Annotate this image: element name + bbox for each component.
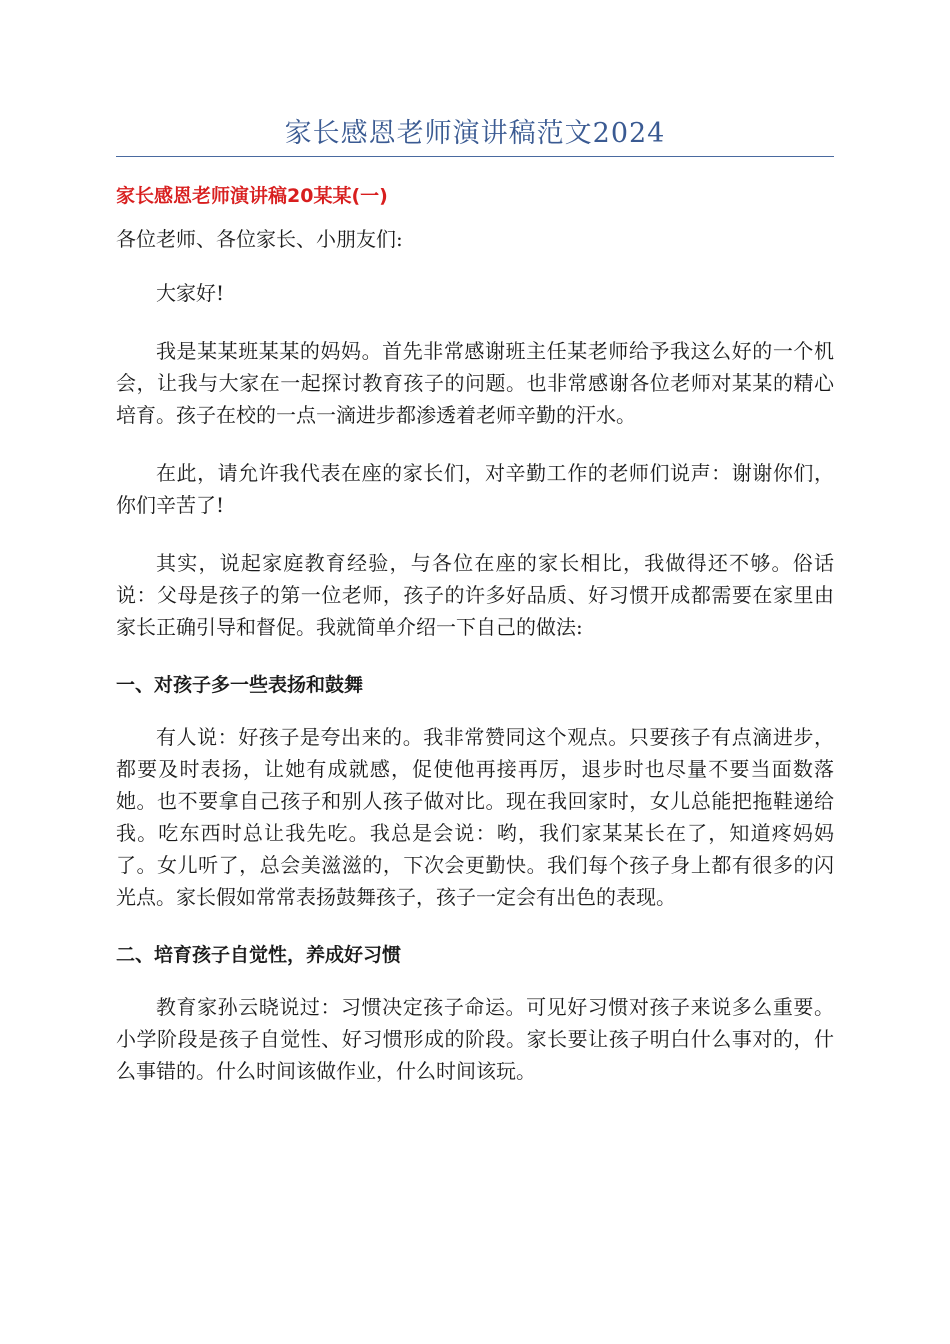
title-underline <box>116 156 834 157</box>
heading-habits: 二、培育孩子自觉性，养成好习惯 <box>116 944 402 966</box>
section-title: 家长感恩老师演讲稿20某某(一) <box>116 185 388 207</box>
document-title: 家长感恩老师演讲稿范文2024 <box>284 118 666 149</box>
body-paragraph-3: 其实，说起家庭教育经验，与各位在座的家长相比，我做得还不够。俗话说：父母是孩子的第一位老师，孩子的许多好品质、好习惯开成都需要在家里由家长正确引导和督促。我就简单介绍一下自己的做法: <box>116 551 834 639</box>
greeting-paragraph: 大家好! <box>156 281 225 305</box>
praise-paragraph: 有人说：好孩子是夸出来的。我非常赞同这个观点。只要孩子有点滴进步，都要及时表扬，让她有成就感，促使他再接再厉，退步时也尽量不要当面数落她。也不要拿自己孩子和别人孩子做对比。现在我回家时，女儿总能把拖鞋递给我。吃东西时总让我先吃。我总是会说：哟，我们家某某长在了，知道疼妈妈了。女儿听了，总会美滋滋的，下次会更勤快。我们每个孩子身上都有很多的闪光点。家长假如常常表扬鼓舞孩子，孩子一定会有出色的表现。 <box>116 725 834 909</box>
habits-paragraph: 教育家孙云晓说过：习惯决定孩子命运。可见好习惯对孩子来说多么重要。小学阶段是孩子自觉性、好习惯形成的阶段。家长要让孩子明白什么事对的，什么事错的。什么时间该做作业，什么时间该玩。 <box>116 995 834 1083</box>
document-page <box>116 0 834 1087</box>
body-paragraph-1: 我是某某班某某的妈妈。首先非常感谢班主任某老师给予我这么好的一个机会，让我与大家在一起探讨教育孩子的问题。也非常感谢各位老师对某某的精心培育。孩子在校的一点一滴进步都渗透着老师辛勤的汗水。 <box>116 339 834 427</box>
body-paragraph-2: 在此，请允许我代表在座的家长们，对辛勤工作的老师们说声：谢谢你们，你们辛苦了! <box>116 461 834 517</box>
salutation: 各位老师、各位家长、小朋友们: <box>116 227 403 251</box>
heading-praise: 一、对孩子多一些表扬和鼓舞 <box>116 674 364 696</box>
